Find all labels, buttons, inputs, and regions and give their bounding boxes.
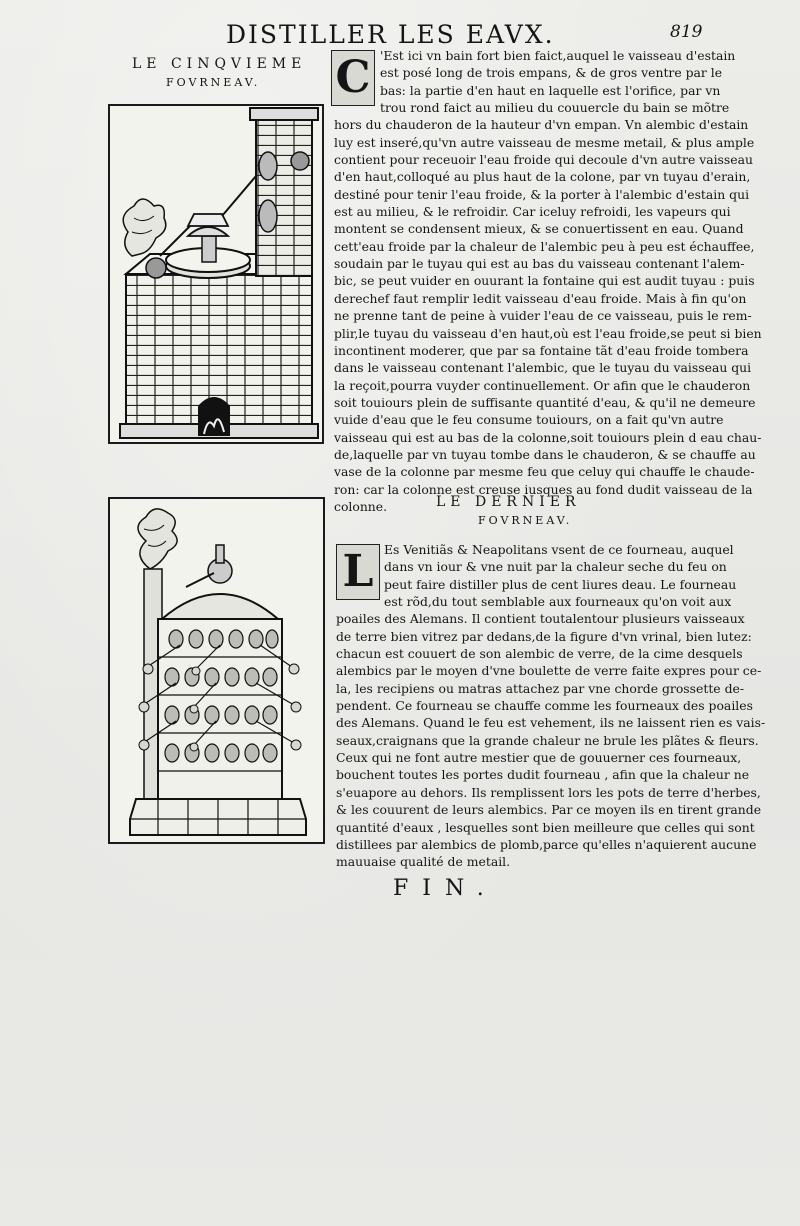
text-line: colonne.: [334, 498, 388, 514]
text-line: quantité d'eaux , lesquelles sont bien meilleure que celles qui sont: [336, 819, 755, 835]
running-title: DISTILLER LES EAVX.: [226, 20, 555, 49]
text-line: est rõd,du tout semblable aux fourneaux qu'on voit aux: [384, 594, 732, 610]
text-line: la reçoit,pourra vuyder continuellement. Or afin que le chauderon: [334, 377, 751, 393]
text-line: de,laquelle par vn tuyau tombe dans le chauderon, & se chauffe au: [334, 446, 756, 462]
text-line: seaux,craignans que la grande chaleur ne brule les plãtes & fleurs.: [336, 732, 759, 748]
text-line: bouchent toutes les portes dudit fourneau , afin que la chaleur ne: [336, 767, 750, 783]
text-line: Es Venitiãs & Neapolitans vsent de ce fourneau, auquel: [384, 542, 734, 557]
text-line: de terre bien vitrez par dedans,de la figure d'vn vrinal, bien lutez:: [336, 628, 752, 644]
text-line: s'euapore au dehors. Ils remplissent lors les pots de terre d'herbes,: [336, 784, 761, 800]
text-line: chacun est couuert de son alembic de verre, de la cime desquels: [336, 646, 743, 662]
text-line: poailes des Alemans. Il contient toutalentour plusieurs vaisseaux: [336, 611, 745, 627]
text-line: incontinent moderer, que par sa fontaine tãt d'eau froide tombera: [334, 342, 749, 358]
text-line: distillees par alembics de plomb,parce qu'elles n'aquierent aucune: [336, 836, 757, 852]
text-line: dans vn iour & vne nuit par la chaleur seche du feu on: [384, 559, 727, 575]
text-line: bic, se peut vuider en ouurant la fontaine qui est audit tuyau : puis: [334, 273, 755, 289]
text-line: vase de la colonne par mesme feu que celuy qui chauffe le chaude-: [334, 464, 755, 480]
text-line: trou rond faict au milieu du couuercle du bain se mõtre: [380, 100, 730, 116]
text-line: ron: car la colonne est creuse iusques au fond dudit vaisseau de la: [334, 481, 753, 497]
woodcut-fifth-furnace: [108, 104, 324, 444]
text-line: & les couurent de leurs alembics. Par ce moyen ils en tirent grande: [336, 802, 762, 818]
caption-line-2: FOVRNEAV.: [478, 514, 573, 527]
section-2-text: [336, 541, 766, 871]
text-line: bas: la partie d'en haut en laquelle est l'orifice, par vn: [380, 82, 721, 98]
caption-fifth-furnace: [132, 56, 306, 89]
text-line: ne prenne tant de peine à vuider l'eau de ce vaisseau, puis le rem-: [334, 308, 752, 324]
woodcut-last-furnace: [108, 497, 325, 844]
fin-marker: FIN.: [393, 876, 498, 901]
text-line: contient pour receuoir l'eau froide qui decoule d'vn autre vaisseau: [334, 152, 753, 168]
text-line: pendent. Ce fourneau se chauffe comme les fourneaux des poailes: [336, 698, 753, 714]
drop-cap-c: C: [331, 50, 375, 106]
text-line: vuide d'eau que le feu consume touiours, on a fait qu'vn autre: [334, 412, 724, 428]
fifth-furnace-illustration: [110, 106, 322, 442]
text-line: vaisseau qui est au bas de la colonne,soit touiours plein d eau chau-: [334, 429, 762, 445]
text-line: destiné pour tenir l'eau froide, & la porter à l'alembic d'estain qui: [334, 186, 750, 202]
caption-line-2: FOVRNEAV.: [166, 76, 261, 89]
text-line: dans le vaisseau contenant l'alembic, que le tuyau du vaisseau qui: [334, 360, 752, 376]
text-line: alembics par le moyen d'vne boulette de verre faite expres pour ce-: [336, 663, 762, 679]
caption-line-1: LE CINQVIEME: [132, 56, 307, 72]
caption-line-1: LE DERNIER: [436, 494, 581, 510]
text-line: Ceux qui ne font autre mestier que de gouuerner ces fourneaux,: [336, 750, 742, 766]
drop-cap-l: L: [336, 544, 380, 600]
text-line: est posé long de trois empans, & de gros ventre par le: [380, 65, 723, 81]
text-line: montent se condensent mieux, & se conuertissent en eau. Quand: [334, 221, 744, 237]
text-line: luy est inseré,qu'vn autre vaisseau de mesme metail, & plus ample: [334, 134, 755, 150]
text-line: plir,le tuyau du vaisseau d'en haut,où est l'eau froide,se peut si bien: [334, 325, 762, 341]
text-line: derechef faut remplir ledit vaisseau d'eau froide. Mais à fin qu'on: [334, 290, 747, 306]
text-line: cett'eau froide par la chaleur de l'alembic peu à peu est échauffee,: [334, 238, 755, 254]
text-line: peut faire distiller plus de cent liures deau. Le fourneau: [384, 576, 737, 592]
text-line: d'en haut,colloqué au plus haut de la colone, par vn tuyau d'erain,: [334, 169, 751, 185]
text-line: hors du chauderon de la hauteur d'vn empan. Vn alembic d'estain: [334, 117, 749, 133]
section-1-text: [334, 47, 762, 515]
last-furnace-illustration: [110, 499, 323, 842]
caption-last-furnace: [436, 494, 581, 527]
text-line: est au milieu, & le refroidir. Car iceluy refroidi, les vapeurs qui: [334, 204, 731, 220]
text-line: soit touiours plein de suffisante quantité d'eau, & qu'il ne demeure: [334, 394, 756, 410]
page-number: 819: [670, 22, 703, 42]
text-line: mauuaise qualité de metail.: [336, 854, 511, 870]
text-line: soudain par le tuyau qui est au bas du vaisseau contenant l'alem-: [334, 256, 745, 272]
text-line: des Alemans. Quand le feu est vehement, ils ne laissent rien es vais-: [336, 715, 766, 731]
text-line: 'Est ici vn bain fort bien faict,auquel le vaisseau d'estain: [380, 48, 736, 63]
text-line: la, les recipiens ou matras attachez par vne chorde grossette de-: [336, 680, 745, 696]
